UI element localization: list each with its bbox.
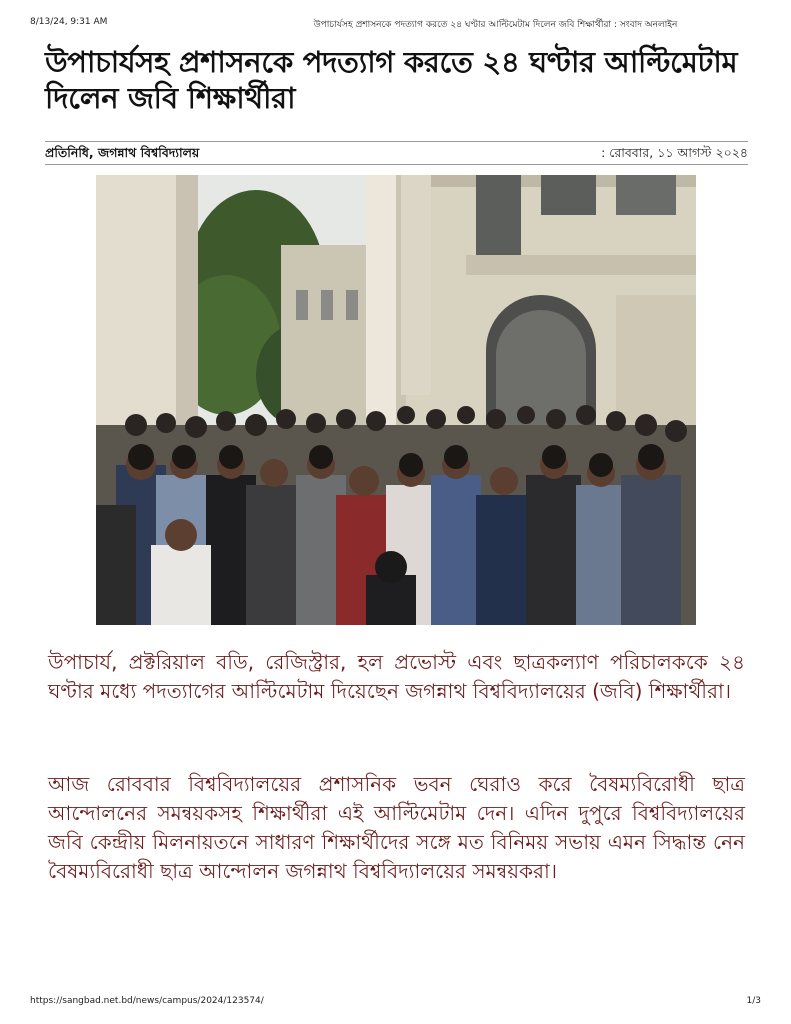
article-date: : রোববার, ১১ আগস্ট ২০২৪	[601, 145, 748, 160]
byline-bar	[45, 141, 748, 165]
protest-photo-illustration	[96, 175, 696, 625]
print-header	[30, 17, 761, 31]
article-paragraph-1: উপাচার্য, প্রক্টরিয়াল বডি, রেজিস্ট্রার, হল প্রভোস্ট এবং ছাত্রকল্যাণ পরিচালককে ২৪ ঘণ্টার মধ্যে পদত্যাগের আল্টিমেটাম দিয়েছেন জগন্নাথ বিশ্ববিদ্যালয়ের (জবি) শিক্ষার্থীরা।	[48, 650, 745, 703]
print-source-url: https://sangbad.net.bd/news/campus/2024/123574/	[30, 996, 264, 1006]
article-paragraph-2: আজ রোববার বিশ্ববিদ্যালয়ের প্রশাসনিক ভবন ঘেরাও করে বৈষম্যবিরোধী ছাত্র আন্দোলনের সমন্বয়কসহ শিক্ষার্থীরা এই আল্টিমেটাম দেন। এদিন দুপুরে বিশ্ববিদ্যালয়ের জবি কেন্দ্রীয় মিলনায়তনে সাধারণ শিক্ষার্থীদের সঙ্গে মত বিনিময় সভায় এমন সিদ্ধান্ত নেন বৈষম্যবিরোধী ছাত্র আন্দোলন জগন্নাথ বিশ্ববিদ্যালয়ের সমন্বয়করা।	[48, 772, 745, 883]
article-headline: উপাচার্যসহ প্রশাসনকে পদত্যাগ করতে ২৪ ঘণ্টার আল্টিমেটাম দিলেন জবি শিক্ষার্থীরা	[45, 45, 738, 115]
print-page-number: 1/3	[746, 996, 761, 1006]
article-author: প্রতিনিধি, জগন্নাথ বিশ্ববিদ্যালয়	[45, 145, 200, 160]
print-page-title: উপাচার্যসহ প্রশাসনকে পদত্যাগ করতে ২৪ ঘণ্টার আল্টিমেটাম দিলেন জবি শিক্ষার্থীরা : সংবাদ অনলাইন	[313, 20, 678, 30]
article-photo	[96, 175, 696, 625]
print-timestamp: 8/13/24, 9:31 AM	[30, 17, 108, 27]
print-footer	[30, 996, 761, 1008]
